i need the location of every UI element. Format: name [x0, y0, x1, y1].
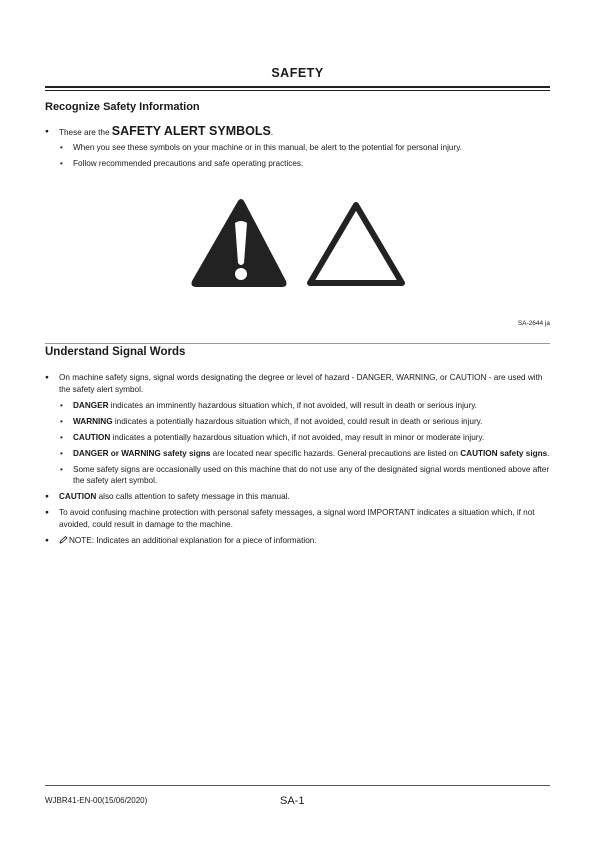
section2-list: [45, 372, 555, 551]
safety-alert-symbols-figure: [188, 197, 408, 289]
list-item: • When you see these symbols on your machine or in this manual, be alert to the potential for personal injury.: [45, 142, 555, 154]
list-item: ● On machine safety signs, signal words designating the degree or level of hazard - DANGER, WARNING, or CAUTION - are used with the safety alert symbol.: [45, 372, 555, 395]
list-item: [45, 448, 555, 460]
list-item: [45, 400, 555, 412]
section-title-signal-words: Understand Signal Words: [45, 346, 186, 358]
caution-term: CAUTION: [73, 432, 111, 442]
list-item: [45, 126, 555, 139]
document-id: WJBR41-EN-00(15/06/2020): [45, 796, 148, 805]
list-item: [45, 535, 555, 547]
signs-term: DANGER or WARNING safety signs: [73, 448, 211, 458]
filled-warning-triangle-icon: [192, 199, 287, 287]
caution-also-text: also calls attention to safety message in this manual.: [96, 492, 290, 501]
list-item: • Follow recommended precautions and safe operating practices.: [45, 158, 555, 170]
footer-rule: [45, 785, 550, 786]
caution-also-term: CAUTION: [59, 492, 97, 501]
warning-term: WARNING: [73, 416, 113, 426]
pencil-icon: [59, 536, 68, 544]
list-item: [45, 416, 555, 428]
page-number: SA-1: [280, 795, 305, 807]
header-rule-thin: [45, 90, 550, 91]
bullet-suffix: .: [270, 128, 274, 137]
danger-text: indicates an imminently hazardous situation which, if not avoided, will result in death or serious injury.: [108, 400, 477, 410]
section-title-recognize: Recognize Safety Information: [45, 101, 200, 113]
list-item: [45, 491, 555, 503]
caution-signs-term: CAUTION safety signs: [460, 448, 548, 458]
danger-term: DANGER: [73, 400, 109, 410]
signs-text: are located near specific hazards. General precautions are listed on: [210, 448, 461, 458]
note-text: NOTE: Indicates an additional explanation for a piece of information.: [69, 535, 317, 545]
list-item: ● To avoid confusing machine protection with personal safety messages, a signal word IMPORTANT indicates a situation which, if not avoided, could result in damage to the machine.: [45, 507, 555, 530]
warning-text: indicates a potentially hazardous situation which, if not avoided, could result in death or serious injury.: [112, 416, 483, 426]
section-divider: [45, 343, 550, 344]
signs-end: .: [547, 448, 550, 458]
outline-triangle-icon: [310, 205, 402, 283]
page-title: SAFETY: [271, 66, 324, 80]
list-item: • Some safety signs are occasionally used on this machine that do not use any of the designated signal words mentioned above after the safety alert symbol.: [45, 464, 555, 487]
safety-alert-symbols-text: SAFETY ALERT SYMBOLS: [111, 124, 271, 138]
section1-list: [45, 126, 555, 174]
figure-code: SA-2644 ja: [517, 320, 550, 327]
list-item: [45, 432, 555, 444]
caution-text: indicates a potentially hazardous situation which, if not avoided, may result in minor or moderate injury.: [110, 432, 485, 442]
header-rule-thick: [45, 86, 550, 88]
bullet-prefix: These are the: [59, 128, 112, 137]
